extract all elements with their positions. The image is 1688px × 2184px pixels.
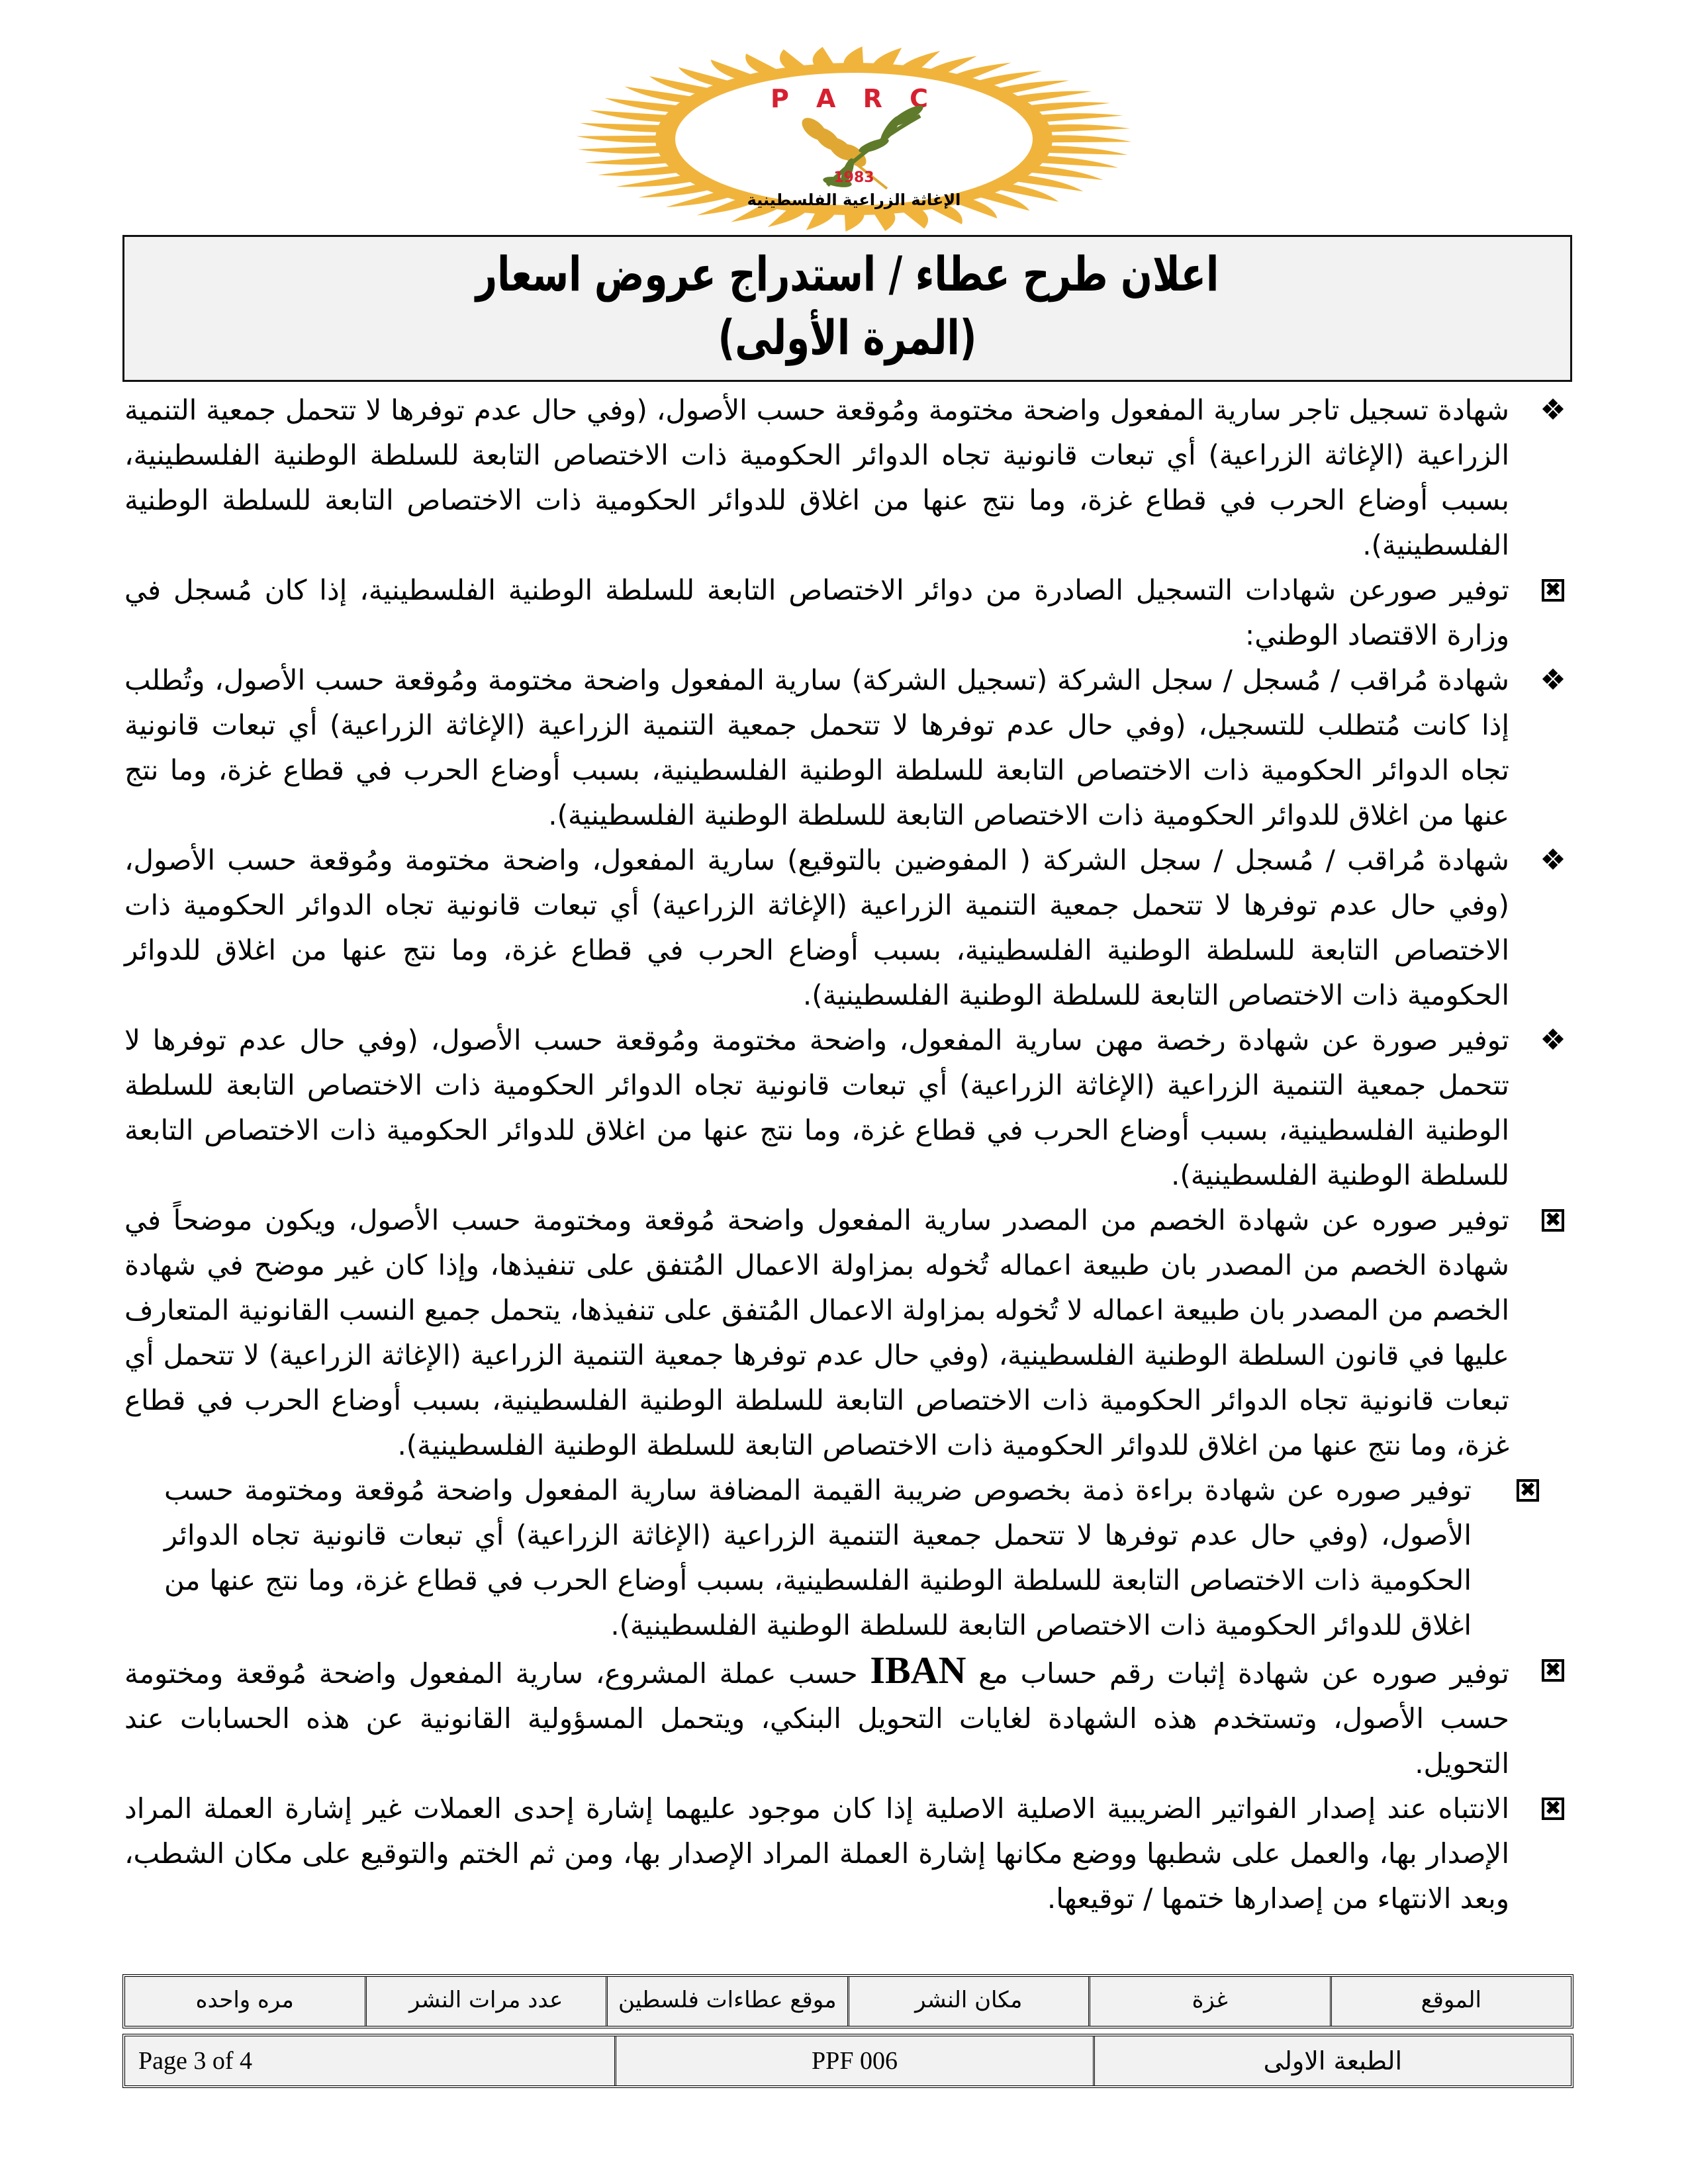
requirement-item bbox=[124, 1648, 1574, 1786]
logo-year: 1983 bbox=[833, 169, 874, 186]
requirement-text: توفير صوره عن شهادة براءة ذمة بخصوص ضريبة القيمة المضافة سارية المفعول واضحة مُوقعة ومختومة حسب الأصول، (وفي حال عدم توفرها لا تتحمل جمعية التنمية الزراعية (الإغاثة الزراعية) أي تبعات قانونية تجاه الدوائر الحكومية ذات الاختصاص التابعة للسلطة الوطنية الفلسطينية، بسبب أوضاع الحرب في قطاع غزة، وما نتج عنها من اغلاق للدوائر الحكومية ذات الاختصاص التابعة للسلطة الوطنية الفلسطينية). bbox=[164, 1474, 1472, 1641]
requirement-text: توفير صورة عن شهادة رخصة مهن سارية المفعول، واضحة مختومة ومُوقعة حسب الأصول، (وفي حال عدم توفرها لا تتحمل جمعية التنمية الزراعية (الإغاثة الزراعية) أي تبعات قانونية تجاه الدوائر الحكومية ذات الاختصاص التابعة للسلطة الوطنية الفلسطينية، بسبب أوضاع الحرب في قطاع غزة، وما نتج عنها من اغلاق للدوائر الحكومية ذات الاختصاص التابعة للسلطة الوطنية الفلسطينية). bbox=[124, 1024, 1509, 1191]
form-code: PPF 006 bbox=[614, 2036, 1092, 2085]
cell-location-value: غزة bbox=[1088, 1977, 1330, 2026]
logo-org-name: الإغاثة الزراعية الفلسطينية bbox=[747, 191, 961, 209]
page-subtitle: (المرة الأولى) bbox=[718, 310, 977, 365]
footer-table bbox=[122, 1974, 1573, 2088]
four-diamond-icon: ❖ bbox=[1540, 843, 1566, 877]
diamond-bullet-icon bbox=[1533, 658, 1573, 703]
requirement-text: توفير صورعن شهادات التسجيل الصادرة من دوائر الاختصاص التابعة للسلطة الوطنية الفلسطينية، إذا كان مُسجل في وزارة الاقتصاد الوطني: bbox=[124, 574, 1509, 651]
cell-publish-place-label: مكان النشر bbox=[847, 1977, 1089, 2026]
requirement-item bbox=[124, 658, 1574, 838]
publication-info-row bbox=[122, 1974, 1573, 2028]
requirement-text-part: توفير صوره عن شهادة إثبات رقم حساب مع bbox=[978, 1657, 1509, 1690]
checkbox-x-bullet-icon bbox=[1533, 568, 1573, 613]
requirement-item bbox=[124, 1018, 1574, 1198]
checkbox-x-bullet-icon bbox=[1508, 1468, 1548, 1513]
requirement-text: شهادة مُراقب / مُسجل / سجل الشركة (تسجيل الشركة) سارية المفعول واضحة مختومة ومُوقعة حسب الأصول، وتُطلب إذا كانت مُتطلب للتسجيل، (وفي حال عدم توفرها لا تتحمل جمعية التنمية الزراعية (الإغاثة الزراعية) أي تبعات قانونية تجاه الدوائر الحكومية ذات الاختصاص التابعة للسلطة الوطنية الفلسطينية، بسبب أوضاع الحرب في قطاع غزة، وما نتج عنها من اغلاق للدوائر الحكومية ذات الاختصاص التابعة للسلطة الوطنية الفلسطينية). bbox=[124, 664, 1509, 831]
checkbox-x-bullet-icon bbox=[1533, 1648, 1573, 1693]
x-box-icon: ✖ bbox=[1542, 579, 1564, 602]
page-title: اعلان طرح عطاء / استدراج عروض اسعار bbox=[475, 246, 1219, 302]
four-diamond-icon: ❖ bbox=[1540, 393, 1566, 427]
requirement-text-part: حسب عملة المشروع، سارية المفعول واضحة مُوقعة ومختومة حسب الأصول، وتستخدم هذه الشهادة لغايات التحويل البنكي، ويتحمل المسؤولية القانونية عن هذه الحسابات عند التحويل. bbox=[124, 1657, 1509, 1780]
logo-letters: P A R C bbox=[770, 84, 938, 113]
edition-label: الطبعة الاولى bbox=[1093, 2036, 1571, 2085]
requirement-text: شهادة مُراقب / مُسجل / سجل الشركة ( المفوضين بالتوقيع) سارية المفعول، واضحة مختومة ومُوقعة حسب الأصول، (وفي حال عدم توفرها لا تتحمل جمعية التنمية الزراعية (الإغاثة الزراعية) أي تبعات قانونية تجاه الدوائر الحكومية ذات الاختصاص التابعة للسلطة الوطنية الفلسطينية، بسبب أوضاع الحرب في قطاع غزة، وما نتج عنها من اغلاق للدوائر الحكومية ذات الاختصاص التابعة للسلطة الوطنية الفلسطينية). bbox=[124, 844, 1509, 1011]
requirement-item bbox=[124, 838, 1574, 1018]
diamond-bullet-icon bbox=[1533, 838, 1573, 883]
checkbox-x-bullet-icon bbox=[1533, 1198, 1573, 1243]
four-diamond-icon: ❖ bbox=[1540, 1023, 1566, 1057]
requirement-item bbox=[124, 1198, 1574, 1468]
iban-highlight: IBAN bbox=[870, 1649, 966, 1692]
x-box-icon: ✖ bbox=[1517, 1479, 1539, 1502]
cell-publish-count-value: مره واحده bbox=[195, 1987, 294, 2013]
requirement-text: شهادة تسجيل تاجر سارية المفعول واضحة مختومة ومُوقعة حسب الأصول، (وفي حال عدم توفرها لا تتحمل جمعية التنمية الزراعية (الإغاثة الزراعية) أي تبعات قانونية تجاه الدوائر الحكومية ذات الاختصاص التابعة للسلطة الوطنية الفلسطينية، بسبب أوضاع الحرب في قطاع غزة، وما نتج عنها من اغلاق للدوائر الحكومية ذات الاختصاص التابعة للسلطة الوطنية الفلسطينية). bbox=[124, 394, 1509, 561]
cell-location-label: الموقع bbox=[1330, 1977, 1571, 2026]
cell-publish-count-label: عدد مرات النشر bbox=[365, 1977, 606, 2026]
requirement-text bbox=[124, 1648, 1509, 1786]
announcement-title-box bbox=[122, 235, 1572, 382]
x-box-icon: ✖ bbox=[1542, 1797, 1564, 1820]
diamond-bullet-icon bbox=[1533, 388, 1573, 433]
diamond-bullet-icon bbox=[1533, 1018, 1573, 1063]
document-footer-row bbox=[122, 2034, 1573, 2088]
parc-logo bbox=[563, 46, 1145, 232]
x-box-icon: ✖ bbox=[1542, 1209, 1564, 1232]
requirement-item bbox=[124, 1468, 1574, 1648]
requirement-text: الانتباه عند إصدار الفواتير الضريبية الاصلية الاصلية إذا كان موجود عليهما إشارة إحدى العملات غير إشارة العملة المراد الإصدار بها، والعمل على شطبها ووضع مكانها إشارة العملة المراد الإصدار بها، ومن ثم الختم والتوقيع على مكان الشطب، وبعد الانتهاء من إصدارها ختمها / توقيعها. bbox=[124, 1792, 1509, 1915]
x-box-icon: ✖ bbox=[1542, 1659, 1564, 1682]
requirement-item bbox=[124, 568, 1574, 658]
four-diamond-icon: ❖ bbox=[1540, 663, 1566, 697]
requirements-list bbox=[124, 388, 1574, 1921]
checkbox-x-bullet-icon bbox=[1533, 1786, 1573, 1831]
cell-publish-place-value: موقع عطاءات فلسطين bbox=[606, 1977, 847, 2026]
parc-logo-graphic bbox=[563, 46, 1145, 232]
requirement-item bbox=[124, 1786, 1574, 1921]
requirement-text: توفير صوره عن شهادة الخصم من المصدر سارية المفعول واضحة مُوقعة ومختومة حسب الأصول، ويكون موضحاً في شهادة الخصم من المصدر بان طبيعة اعماله تُخوله بمزاولة الاعمال المُتفق على تنفيذها، وإذا كان غير موضح في شهادة الخصم من المصدر بان طبيعة اعماله لا تُخوله بمزاولة الاعمال المُتفق على تنفيذها، يتحمل جميع النسب القانونية المتعارف عليها في قانون السلطة الوطنية الفلسطينية، (وفي حال عدم توفرها جمعية التنمية الزراعية (الإغاثة الزراعية) لا تتحمل أي تبعات قانونية تجاه الدوائر الحكومية ذات الاختصاص التابعة للسلطة الوطنية الفلسطينية، بسبب أوضاع الحرب في قطاع غزة، وما نتج عنها من اغلاق للدوائر الحكومية ذات الاختصاص التابعة للسلطة الوطنية الفلسطينية). bbox=[124, 1204, 1509, 1461]
requirement-item bbox=[124, 388, 1574, 568]
page-number: Page 3 of 4 bbox=[138, 2047, 253, 2075]
